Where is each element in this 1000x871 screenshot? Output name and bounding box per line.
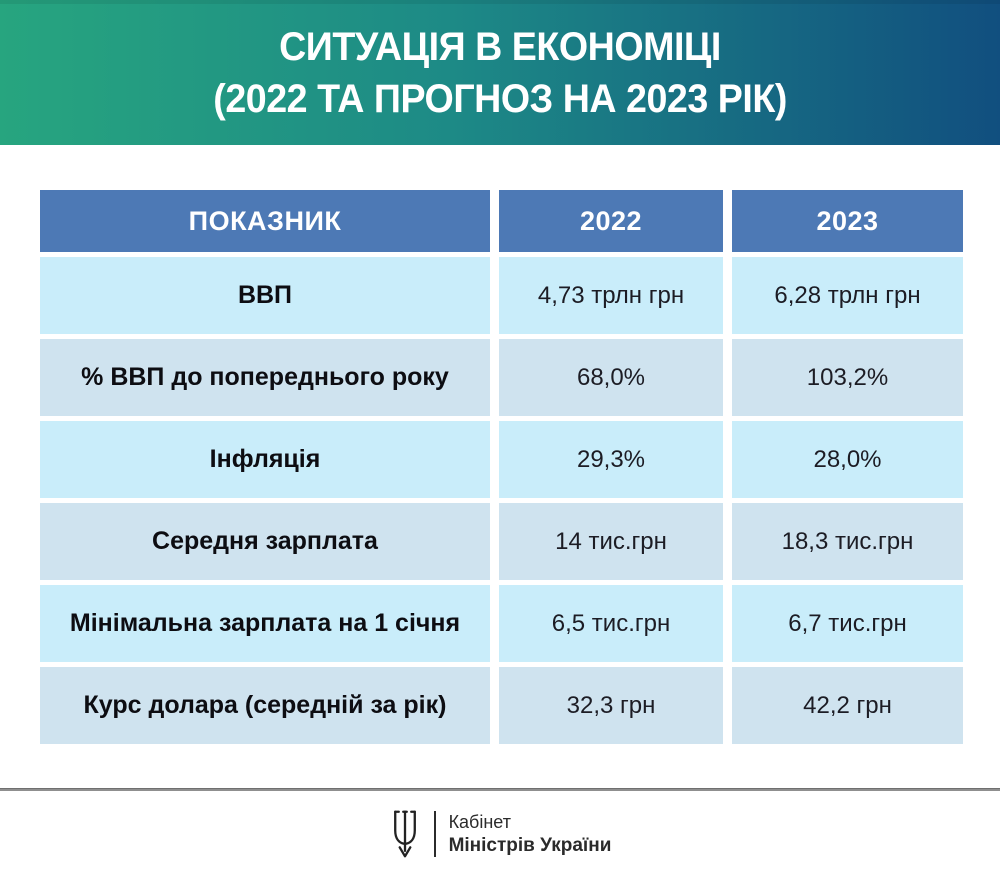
row-min-salary-2022: 6,5 тис.грн [499, 585, 723, 662]
row-min-salary-2023: 6,7 тис.грн [732, 585, 963, 662]
footer-org-line1: Кабінет [448, 811, 511, 832]
footer-divider [0, 788, 1000, 791]
ukraine-trident-icon [389, 809, 421, 859]
row-gdp-label: ВВП [40, 257, 490, 334]
row-gdp-2023: 6,28 трлн грн [732, 257, 963, 334]
footer-org-name [449, 811, 612, 858]
row-inflation-2022: 29,3% [499, 421, 723, 498]
row-avg-salary-2022: 14 тис.грн [499, 503, 723, 580]
row-gdp-percent-2022: 68,0% [499, 339, 723, 416]
page-title-line2: (2022 ТА ПРОГНОЗ НА 2023 РІК) [213, 76, 787, 121]
row-gdp-percent-2023: 103,2% [732, 339, 963, 416]
footer-org-line2: Міністрів України [448, 834, 612, 856]
column-header-indicator: ПОКАЗНИК [40, 190, 490, 252]
economy-table [40, 190, 963, 744]
column-header-2022: 2022 [499, 190, 723, 252]
column-header-2023: 2023 [732, 190, 963, 252]
row-gdp-2022: 4,73 трлн грн [499, 257, 723, 334]
row-usd-rate-label: Курс долара (середній за рік) [40, 667, 490, 744]
title-banner [0, 0, 1000, 145]
row-usd-rate-2023: 42,2 грн [732, 667, 963, 744]
footer-logo-separator [434, 811, 436, 857]
row-usd-rate-2022: 32,3 грн [499, 667, 723, 744]
row-inflation-2023: 28,0% [732, 421, 963, 498]
row-gdp-percent-label: % ВВП до попереднього року [40, 339, 490, 416]
footer [0, 808, 1000, 860]
row-inflation-label: Інфляція [40, 421, 490, 498]
row-avg-salary-label: Середня зарплата [40, 503, 490, 580]
page-title-line1: СИТУАЦІЯ В ЕКОНОМІЦІ [279, 24, 721, 69]
row-avg-salary-2023: 18,3 тис.грн [732, 503, 963, 580]
row-min-salary-label: Мінімальна зарплата на 1 січня [40, 585, 490, 662]
